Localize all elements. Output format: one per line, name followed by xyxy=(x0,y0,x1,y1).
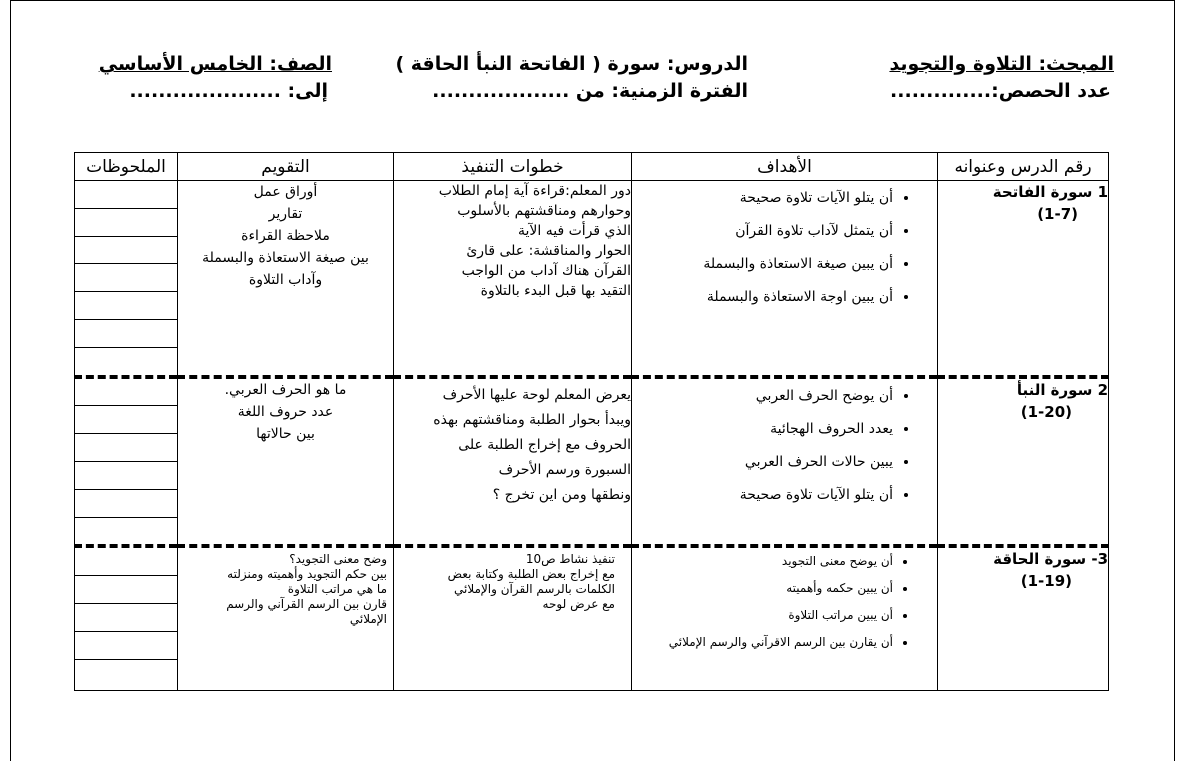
notes-box xyxy=(75,181,177,209)
evaluation-line: بين حكم التجويد وأهميته ومنزلته xyxy=(227,567,387,582)
goal-item: • أن يتمثل لآداب تلاوة القرآن xyxy=(640,220,893,242)
evaluation-line: ما هي مراتب التلاوة xyxy=(287,582,387,597)
header-notes: الملحوظات xyxy=(75,153,178,181)
notes-box xyxy=(75,292,177,320)
notes-box xyxy=(75,462,177,490)
table-row xyxy=(75,181,1109,377)
steps-cell xyxy=(394,181,632,377)
step-line: السبورة ورسم الأحرف xyxy=(498,461,631,478)
notes-box xyxy=(75,434,177,462)
step-line: يعرض المعلم لوحة عليها الأحرف xyxy=(442,386,631,403)
notes-box xyxy=(75,632,177,660)
evaluation-line: تقارير xyxy=(268,206,303,222)
evaluation-line: ما هو الحرف العربي. xyxy=(224,381,347,398)
header-steps: خطوات التنفيذ xyxy=(394,153,632,181)
goals-cell xyxy=(632,546,938,690)
goals-cell xyxy=(632,377,938,547)
goal-item: • أن يتلو الآيات تلاوة صحيحة xyxy=(640,187,893,209)
goal-item: • أن يبين صيغة الاستعاذة والبسملة xyxy=(640,253,893,275)
grade-heading: الصف: الخامس الأساسي xyxy=(98,53,332,75)
evaluation-line: ملاحظة القراءة xyxy=(241,228,330,244)
lesson-range: (1-7) xyxy=(1037,205,1078,223)
table-row xyxy=(75,546,1109,690)
goal-item: • أن يتلو الآيات تلاوة صحيحة xyxy=(640,484,893,506)
evaluation-line: بين حالاتها xyxy=(256,425,315,442)
period-to: إلى: ..................... xyxy=(129,80,328,102)
lesson-title: 3- سورة الحاقة xyxy=(993,550,1108,569)
page-frame-left xyxy=(10,0,11,761)
notes-box xyxy=(75,320,177,348)
notes-box xyxy=(75,379,177,407)
lesson-title: 2 سورة النبأ xyxy=(1016,380,1108,399)
notes-box xyxy=(75,490,177,518)
step-line: الذي قرأت فيه الآية xyxy=(518,223,631,239)
step-line: وحوارهم ومناقشتهم بالأسلوب xyxy=(457,203,631,219)
notes-cell xyxy=(75,181,178,377)
goal-item: • يبين حالات الحرف العربي xyxy=(640,451,893,473)
lessons-heading: الدروس: سورة ( الفاتحة النبأ الحاقة ) xyxy=(395,53,748,75)
evaluation-line: عدد حروف اللغة xyxy=(237,403,334,420)
notes-box xyxy=(75,518,177,545)
notes-cell xyxy=(75,546,178,690)
lesson-cell xyxy=(938,377,1109,547)
lesson-cell xyxy=(938,181,1109,377)
lesson-cell xyxy=(938,546,1109,690)
period-from: الفترة الزمنية: من ................... xyxy=(432,80,748,102)
notes-box xyxy=(75,348,177,375)
subject-heading: المبحث: التلاوة والتجويد xyxy=(889,53,1114,75)
step-line: الكلمات بالرسم القرآن والإملائي xyxy=(454,582,615,597)
goals-cell xyxy=(632,181,938,377)
page-frame-top xyxy=(10,0,1175,1)
notes-box xyxy=(75,576,177,604)
lesson-range: (1-19) xyxy=(1020,572,1072,591)
evaluation-line: الإملائي xyxy=(349,612,387,627)
evaluation-line: وضح معنى التجويد؟ xyxy=(289,552,387,567)
step-line: الحروف مع إخراج الطلبة على xyxy=(458,436,631,453)
header-goals: الأهداف xyxy=(632,153,938,181)
goal-item: • أن يبين مراتب التلاوة xyxy=(640,606,893,624)
evaluation-line: أوراق عمل xyxy=(253,184,318,200)
page-frame-right xyxy=(1174,0,1175,761)
session-count: عدد الحصص:.............. xyxy=(890,80,1111,102)
lesson-title: 1 سورة الفاتحة xyxy=(992,183,1108,201)
notes-box xyxy=(75,660,177,687)
goal-item: • يعدد الحروف الهجائية xyxy=(640,418,893,440)
lesson-plan-table xyxy=(74,152,1109,691)
goal-item: • أن يقارن بين الرسم الاقرآني والرسم الإملائي xyxy=(640,633,893,651)
step-line: مع عرض لوحه xyxy=(542,597,615,612)
goal-item: • أن يوضح الحرف العربي xyxy=(640,385,893,407)
step-line: ونطقها ومن اين تخرج ؟ xyxy=(492,486,631,503)
table-header-row xyxy=(75,153,1109,181)
step-line: التقيد بها قبل البدء بالتلاوة xyxy=(480,283,631,299)
table-row xyxy=(75,377,1109,547)
notes-cell xyxy=(75,377,178,547)
evaluation-line: قارن بين الرسم القرآني والرسم xyxy=(226,597,387,612)
step-line: دور المعلم:قراءة آية إمام الطلاب xyxy=(438,183,631,199)
evaluation-line: وآداب التلاوة xyxy=(248,272,323,288)
notes-box xyxy=(75,604,177,632)
header-lesson: رقم الدرس وعنوانه xyxy=(938,153,1109,181)
evaluation-cell xyxy=(178,377,394,547)
lesson-range: (1-20) xyxy=(1020,402,1072,421)
notes-box xyxy=(75,209,177,237)
notes-box xyxy=(75,406,177,434)
evaluation-cell xyxy=(178,181,394,377)
steps-cell xyxy=(394,546,632,690)
notes-box xyxy=(75,548,177,576)
goal-item: • أن يبين اوجة الاستعاذة والبسملة xyxy=(640,286,893,308)
step-line: ويبدأ بحوار الطلبة ومناقشتهم بهذه xyxy=(433,411,631,428)
notes-box xyxy=(75,264,177,292)
step-line: القرآن هناك آداب من الواجب xyxy=(461,263,631,279)
header-evaluation: التقويم xyxy=(178,153,394,181)
evaluation-line: بين صيغة الاستعاذة والبسملة xyxy=(202,250,369,266)
step-line: تنفيذ نشاط ص10 xyxy=(525,552,615,567)
goal-item: • أن يوضح معنى التجويد xyxy=(640,552,893,570)
step-line: مع إخراج بعض الطلبة وكتابة بعض xyxy=(447,567,615,582)
evaluation-cell xyxy=(178,546,394,690)
step-line: الحوار والمناقشة: على قارئ xyxy=(466,243,631,259)
goal-item: • أن يبين حكمه وأهميته xyxy=(640,579,893,597)
steps-cell xyxy=(394,377,632,547)
notes-box xyxy=(75,237,177,265)
